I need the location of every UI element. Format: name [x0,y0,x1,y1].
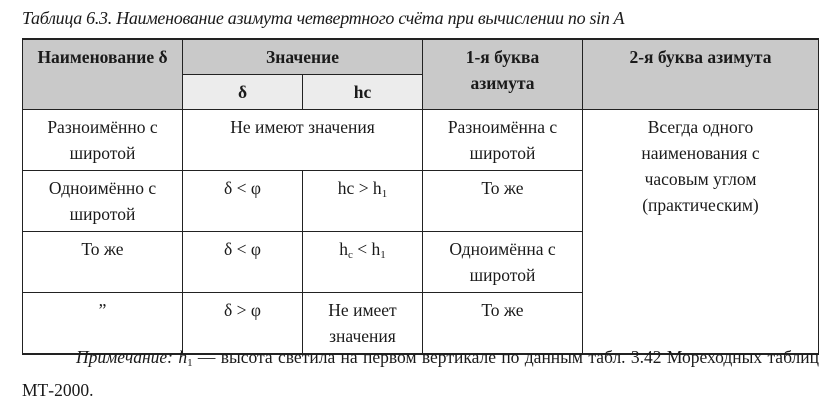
cell-delta: δ > φ [183,293,303,355]
cell-delta: δ < φ [183,171,303,232]
note-symbol-sub: 1 [187,357,193,369]
cell-name: Одноимённо с широтой [23,171,183,232]
cell-hc: Не имеет значения [303,293,423,355]
cell-first-letter: То же [423,293,583,355]
header-first-letter: 1-я буква азимута [423,39,583,110]
table-caption: Таблица 6.3. Наименование азимута четвертного счёта при вычислении по sin A [22,8,625,28]
subscript: 1 [381,188,388,200]
cell-value: Не имеют значения [183,110,423,171]
cell-first-letter: То же [423,171,583,232]
cell-name: То же [23,232,183,293]
header-name-delta: Наименование δ [23,39,183,110]
note-label: Примечание: [76,347,173,367]
cell-name: ” [23,293,183,355]
note-text: — высота светила на первом вертикале по данным табл. 3.42 Мореходных таблиц МТ-2000. [22,347,820,400]
cell-delta: δ < φ [183,232,303,293]
operator: < [352,239,372,259]
cell-first-letter: Разноимённа с широтой [423,110,583,171]
subscript: 1 [380,249,386,261]
cell-second-letter: Всегда одного наименования с часовым углом (практическим) [583,110,819,355]
cell-hc: $h_c < h_1$ [303,232,423,293]
subscript: c [347,249,353,261]
azimuth-table [22,38,819,355]
header-delta: δ [183,75,303,110]
cell-first-letter: Одноимённа с широтой [423,232,583,293]
table-note [22,344,819,404]
cell-hc [303,171,423,232]
table-row [23,110,819,171]
header-second-letter: 2-я буква азимута [583,39,819,110]
header-value: Значение [183,39,423,75]
header-hc: hc [303,75,423,110]
cell-name: Разноимённо с широтой [23,110,183,171]
note-symbol: h [178,347,188,367]
hc-expression: hc > h [337,178,382,198]
